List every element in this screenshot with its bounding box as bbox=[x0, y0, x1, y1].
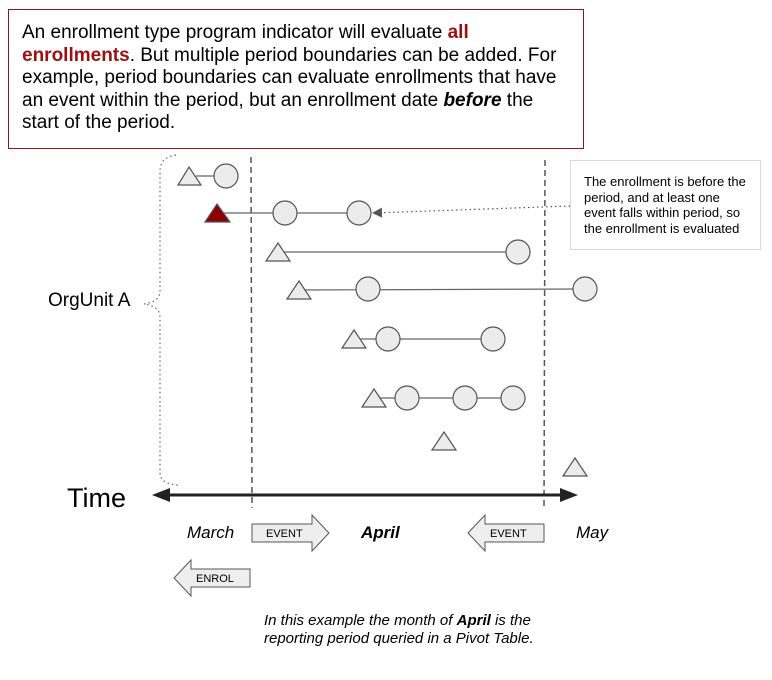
diagram-caption bbox=[264, 612, 594, 647]
event-start-arrow-label: EVENT bbox=[266, 528, 303, 540]
event-circle-icon bbox=[356, 277, 380, 301]
event-circle-icon bbox=[501, 386, 525, 410]
caption-text-1: In this example the month of bbox=[264, 612, 457, 629]
event-circle-icon bbox=[481, 327, 505, 351]
enrollment-row-5 bbox=[342, 327, 505, 351]
event-circle-icon bbox=[453, 386, 477, 410]
enrollment-note-box: The enrollment is before the period, and at least one event falls within period, so the enrollment is evaluated bbox=[570, 160, 761, 250]
month-label-april: April bbox=[361, 523, 400, 542]
enrollment-row-2-highlighted bbox=[205, 201, 371, 225]
intro-text-1: An enrollment type program indicator will evaluate bbox=[22, 22, 448, 43]
event-end-arrow-label: EVENT bbox=[490, 528, 527, 540]
event-circle-icon bbox=[376, 327, 400, 351]
enrol-arrow bbox=[174, 560, 250, 596]
event-circle-icon bbox=[506, 240, 530, 264]
period-end-boundary bbox=[544, 160, 545, 508]
caption-text-2: is the reporting period queried in a Pivot Table. bbox=[264, 612, 534, 647]
time-axis bbox=[152, 488, 578, 502]
intro-text-2: . But multiple period boundaries can be added. For example, period boundaries can evaluate enrollments that have an event within the period, but an enrollment date bbox=[22, 44, 557, 111]
event-circle-icon bbox=[273, 201, 297, 225]
caption-emphasis-april: April bbox=[456, 612, 491, 629]
enrollment-row-8 bbox=[563, 458, 587, 476]
time-axis-right-arrowhead-icon bbox=[560, 488, 578, 502]
enrollment-row-1 bbox=[178, 164, 238, 188]
intro-text-3: the start of the period. bbox=[22, 89, 534, 133]
time-axis-left-arrowhead-icon bbox=[152, 488, 170, 502]
event-circle-icon bbox=[573, 277, 597, 301]
enrollment-row-3 bbox=[266, 240, 530, 264]
intro-emphasis-before: before bbox=[443, 89, 502, 111]
event-circle-icon bbox=[347, 201, 371, 225]
enrollment-row-4 bbox=[287, 277, 597, 301]
intro-highlight-all-enrollments: all enrollments bbox=[22, 22, 469, 66]
enrollment-triangle-icon bbox=[432, 432, 456, 450]
month-label-march: March bbox=[187, 523, 235, 542]
month-label-may: May bbox=[576, 523, 609, 542]
period-start-boundary bbox=[251, 157, 252, 508]
enrollment-triangle-icon bbox=[563, 458, 587, 476]
event-end-arrow bbox=[468, 515, 544, 551]
orgunit-brace bbox=[144, 155, 178, 485]
enrollment-row-7 bbox=[432, 432, 456, 450]
note-connector-arrow bbox=[373, 206, 570, 213]
event-start-arrow bbox=[252, 515, 329, 551]
event-circle-icon bbox=[214, 164, 238, 188]
enrol-arrow-label: ENROL bbox=[196, 573, 234, 585]
orgunit-label: OrgUnit A bbox=[48, 290, 131, 311]
enrollment-row-6 bbox=[362, 386, 525, 410]
time-axis-label: Time bbox=[67, 483, 126, 513]
event-circle-icon bbox=[395, 386, 419, 410]
